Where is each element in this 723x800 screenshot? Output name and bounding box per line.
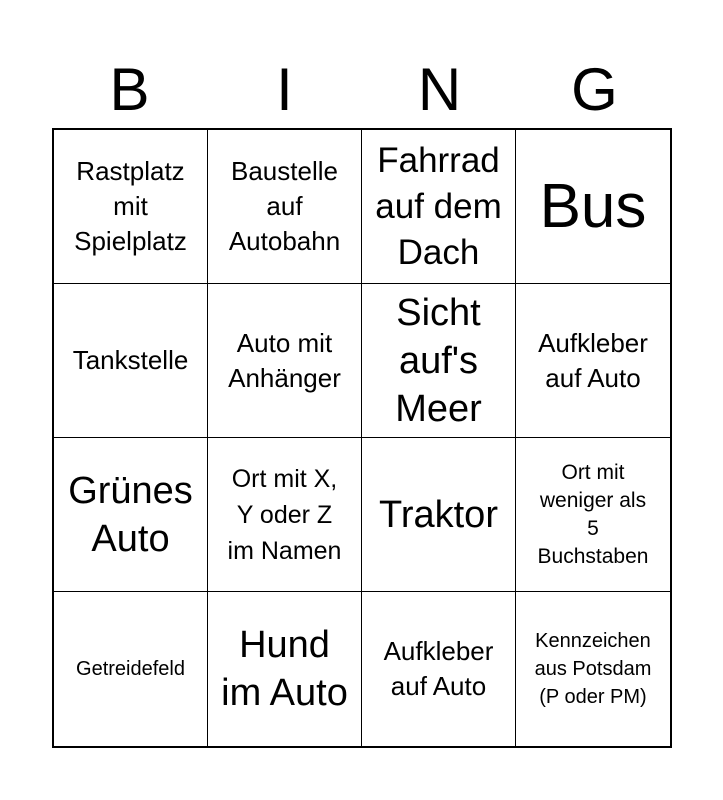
bingo-cell[interactable] — [362, 130, 516, 284]
bingo-cell[interactable] — [54, 438, 208, 592]
bingo-cell[interactable] — [54, 284, 208, 438]
bingo-cell[interactable] — [362, 438, 516, 592]
cell-label: Hund im Auto — [221, 624, 348, 714]
bingo-grid — [52, 128, 672, 748]
bingo-cell[interactable] — [516, 592, 670, 746]
bingo-cell[interactable] — [516, 438, 670, 592]
bingo-cell[interactable] — [54, 130, 208, 284]
bingo-cell[interactable] — [208, 284, 362, 438]
cell-label: Sicht auf's Meer — [395, 291, 482, 430]
bingo-cell[interactable] — [208, 130, 362, 284]
cell-label: Fahrrad auf dem Dach — [375, 140, 502, 272]
cell-label: Baustelle auf Autobahn — [228, 156, 341, 256]
header-letter-b: B — [109, 56, 150, 123]
bingo-cell[interactable] — [516, 130, 670, 284]
bingo-cell[interactable] — [516, 284, 670, 438]
bingo-cell[interactable] — [208, 438, 362, 592]
cell-label: Tankstelle — [72, 345, 189, 375]
bingo-cell[interactable] — [208, 592, 362, 746]
header-letter-i: I — [276, 56, 293, 123]
cell-label: Kennzeichen aus Potsdam (P oder PM) — [534, 630, 652, 708]
cell-label: Ort mit X, Y oder Z im Namen — [227, 464, 342, 565]
bingo-header — [52, 52, 672, 128]
cell-label: Aufkleber auf Auto — [383, 636, 494, 701]
bingo-cell[interactable] — [362, 592, 516, 746]
cell-label: Grünes Auto — [68, 469, 193, 560]
header-letter-g: G — [571, 56, 618, 123]
cell-label: Getreidefeld — [76, 658, 185, 680]
cell-label: Aufkleber auf Auto — [538, 327, 648, 393]
cell-label: Rastplatz mit Spielplatz — [74, 156, 187, 256]
bingo-cell[interactable] — [362, 284, 516, 438]
bingo-cell[interactable] — [54, 592, 208, 746]
cell-label: Traktor — [379, 493, 498, 536]
cell-label: Ort mit weniger als 5 Buchstaben — [537, 460, 649, 568]
header-letter-n: N — [417, 56, 462, 123]
cell-label: Auto mit Anhänger — [228, 327, 341, 393]
cell-label: Bus — [539, 171, 647, 241]
